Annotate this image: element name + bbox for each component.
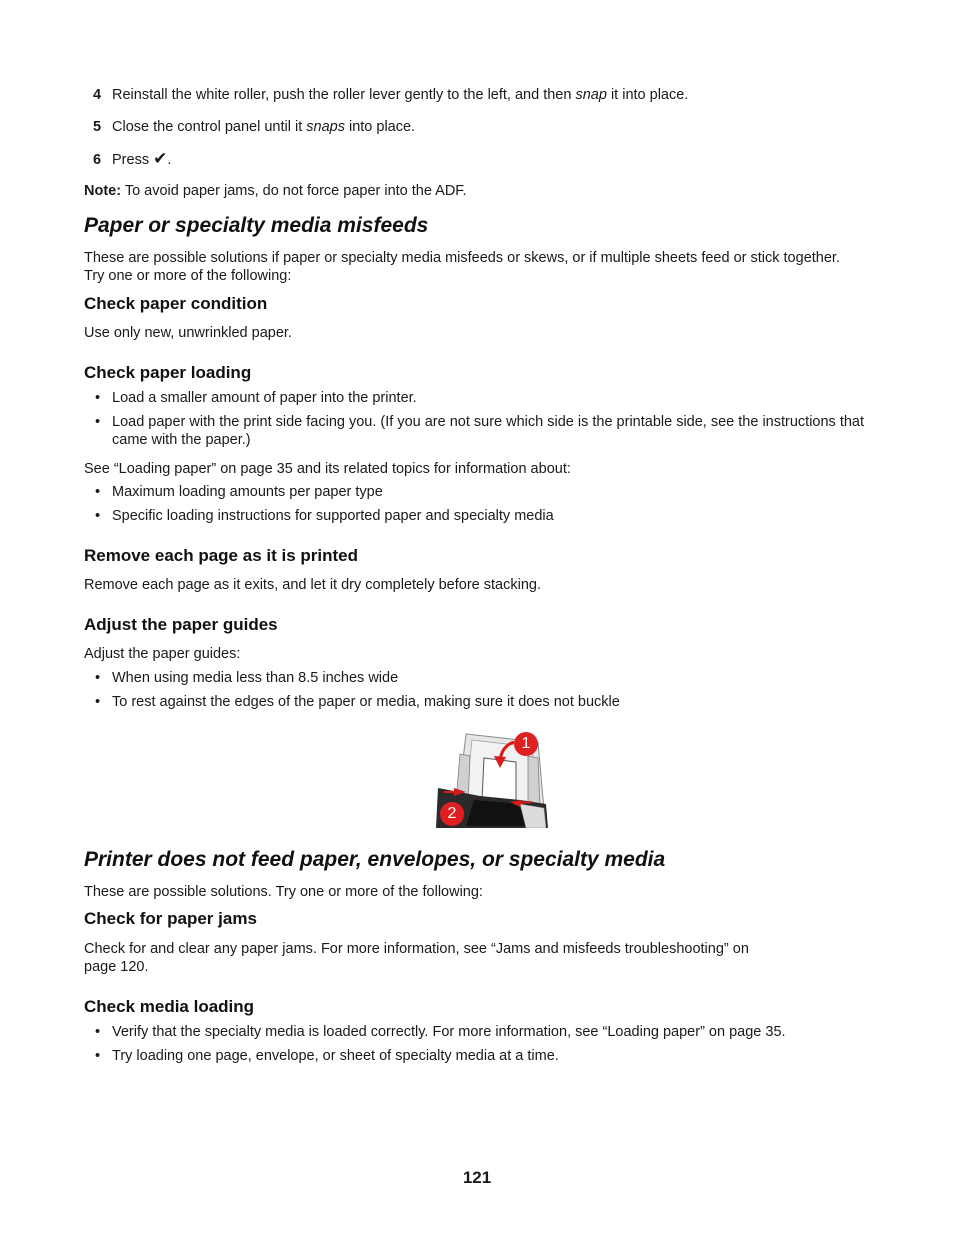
heading-check-paper-condition: Check paper condition [84,294,268,313]
step-text-end: it into place. [606,87,689,103]
heading-check-media-loading: Check media loading [84,997,255,1016]
paragraph: See “Loading paper” on page 35 and its related topics for information about: [84,461,571,477]
intro-line-2: Try one or more of the following: [84,268,292,284]
note-text: To avoid paper jams, do not force paper into the ADF. [121,183,467,199]
heading-check-paper-jams: Check for paper jams [84,909,257,928]
step-text-end: into place. [344,119,416,135]
list-item-text: Maximum loading amounts per paper type [112,484,383,500]
note-label: Note: [84,183,122,199]
step-text-end: . [167,152,172,168]
step-emphasis: snap [575,87,607,103]
heading-adjust-paper-guides: Adjust the paper guides [84,615,278,634]
paragraph: Adjust the paper guides: [84,646,241,662]
list-item-text: Load paper with the print side facing you. (If you are not sure which side is the printable side, see the instructions that came with the paper.) [112,414,865,448]
paragraph: Use only new, unwrinkled paper. [84,325,292,341]
bullet-icon: • [95,694,101,710]
note [84,182,884,200]
list-item-text: Try loading one page, envelope, or sheet of specialty media at a time. [112,1048,559,1064]
bullet-icon: • [95,508,101,524]
list-item [95,389,885,407]
page-number: 121 [462,1168,492,1187]
list-item [95,507,885,525]
section-title-misfeeds: Paper or specialty media misfeeds [84,214,429,237]
list-item-text: Load a smaller amount of paper into the printer. [112,390,417,406]
intro-line-1: These are possible solutions if paper or specialty media misfeeds or skews, or if multiple sheets feed or stick together. [84,250,840,266]
step-number: 5 [93,119,102,135]
list-item-text: Verify that the specialty media is loaded correctly. For more information, see “Loading paper” on page 35. [112,1024,786,1040]
paragraph: Remove each page as it exits, and let it dry completely before stacking. [84,577,541,593]
bullet-icon: • [95,1048,101,1064]
bullet-icon: • [95,484,101,500]
list-item-text: To rest against the edges of the paper or media, making sure it does not buckle [112,694,620,710]
step-text: Close the control panel until it [112,119,307,135]
bullet-icon: • [95,670,101,686]
list-item [95,413,885,449]
paragraph-line-1: Check for and clear any paper jams. For more information, see “Jams and misfeeds troubleshooting” on [84,941,749,957]
heading-remove-each-page: Remove each page as it is printed [84,546,358,565]
paragraph-line-2: page 120. [84,959,149,975]
step-text: Reinstall the white roller, push the roller lever gently to the left, and then [112,87,576,103]
list-item [95,483,885,501]
bullet-icon: • [95,390,101,406]
list-item-text: When using media less than 8.5 inches wide [112,670,399,686]
step-6 [93,150,171,169]
step-number: 4 [93,87,102,103]
paper-guides-illustration [436,730,548,828]
list-item [95,693,885,711]
step-emphasis: snaps [306,119,345,135]
list-item [95,1023,885,1041]
checkmark-icon: ✔ [153,149,168,168]
callout-1-badge: 1 [514,732,538,756]
list-item [95,1047,885,1065]
step-4 [93,86,688,104]
section-title-no-feed: Printer does not feed paper, envelopes, or specialty media [84,848,666,871]
bullet-icon: • [95,1024,101,1040]
list-item-text: Specific loading instructions for supported paper and specialty media [112,508,554,524]
bullet-icon: • [95,414,101,430]
section-intro [84,249,904,285]
heading-check-paper-loading: Check paper loading [84,363,252,382]
callout-2-badge: 2 [440,802,464,826]
list-item [95,669,885,687]
step-text: Press [112,152,154,168]
step-5 [93,118,415,136]
paragraph: These are possible solutions. Try one or more of the following: [84,884,483,900]
paragraph [84,940,884,976]
step-number: 6 [93,152,102,168]
